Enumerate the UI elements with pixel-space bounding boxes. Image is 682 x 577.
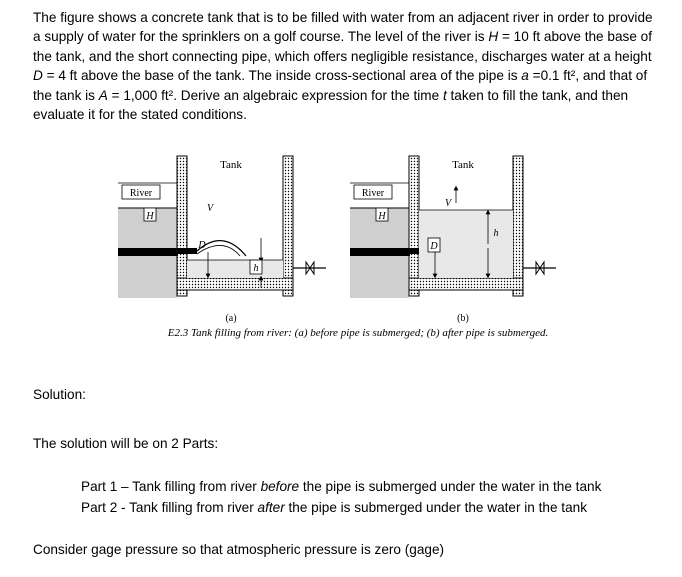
figure-caption: E2.3 Tank filling from river: (a) before pipe is submerged; (b) after pipe is submerged.	[167, 327, 549, 339]
part-1-line	[81, 479, 601, 494]
var-H: H	[488, 29, 499, 45]
problem-statement	[33, 8, 663, 124]
sub-label-a: (a)	[225, 313, 237, 324]
part-1-pre: Part 1 – Tank filling from river	[81, 479, 261, 494]
D-label-a: D	[198, 240, 206, 251]
var-A: A	[98, 87, 108, 103]
D-label-b: D	[430, 241, 438, 252]
h-label-b: h	[493, 228, 499, 239]
left-wall-a	[177, 156, 187, 296]
right-wall-b	[513, 156, 523, 296]
var-a: a	[521, 68, 529, 84]
gage-pressure-note: Consider gage pressure so that atmospheric pressure is zero (gage)	[33, 542, 445, 557]
base-a	[177, 278, 293, 290]
H-label-b: H	[378, 211, 386, 222]
river-label-a: River	[129, 188, 153, 199]
var-D: D	[33, 68, 43, 84]
V-label-b: V	[444, 198, 452, 209]
problem-text-2: = 10 ft above the base of the tank, and the short connecting pipe, which offers negligible resistance, discharges water at a height	[33, 29, 652, 64]
problem-text-3: = 4 ft above the base of the tank. The inside cross-sectional area of the pipe is	[42, 68, 522, 84]
panel-b	[350, 156, 556, 324]
right-wall-a	[283, 156, 293, 296]
part-2-emphasis: after	[257, 500, 285, 515]
panel-a	[118, 156, 326, 324]
h-label-a: h	[253, 263, 259, 274]
tank-label-b: Tank	[452, 159, 474, 171]
part-2-pre: Part 2 - Tank filling from river	[81, 500, 258, 515]
left-wall-b	[409, 156, 419, 296]
part-2-post: the pipe is submerged under the water in the tank	[284, 500, 588, 515]
problem-text-5: = 1,000 ft². Derive an algebraic expression for the time	[107, 87, 443, 103]
part-2-line	[81, 500, 587, 515]
part-1-post: the pipe is submerged under the water in the tank	[299, 479, 602, 494]
pipe-b	[350, 248, 410, 256]
tank-filling-figure	[98, 148, 618, 346]
H-label-a: H	[146, 211, 154, 222]
var-t: t	[442, 87, 447, 103]
tank-diagram	[98, 148, 618, 346]
pipe-a	[118, 248, 178, 256]
solution-intro: The solution will be on 2 Parts:	[33, 436, 219, 451]
problem-text-6: taken to fill the tank, and then evaluate it for the stated conditions.	[33, 87, 629, 123]
problem-text-4: =0.1 ft², and that of the tank is	[33, 68, 648, 103]
base-b	[409, 278, 523, 290]
part-1-emphasis: before	[260, 479, 300, 494]
sub-label-b: (b)	[457, 313, 469, 324]
solution-label: Solution:	[33, 387, 86, 402]
problem-text-1: The figure shows a concrete tank that is to be filled with water from an adjacent river in order to provide a supply of water for the sprinklers on a golf course. The level of the river is	[33, 10, 653, 45]
river-label-b: River	[361, 188, 385, 199]
tank-label-a: Tank	[220, 159, 242, 171]
V-label-a: V	[206, 203, 214, 214]
